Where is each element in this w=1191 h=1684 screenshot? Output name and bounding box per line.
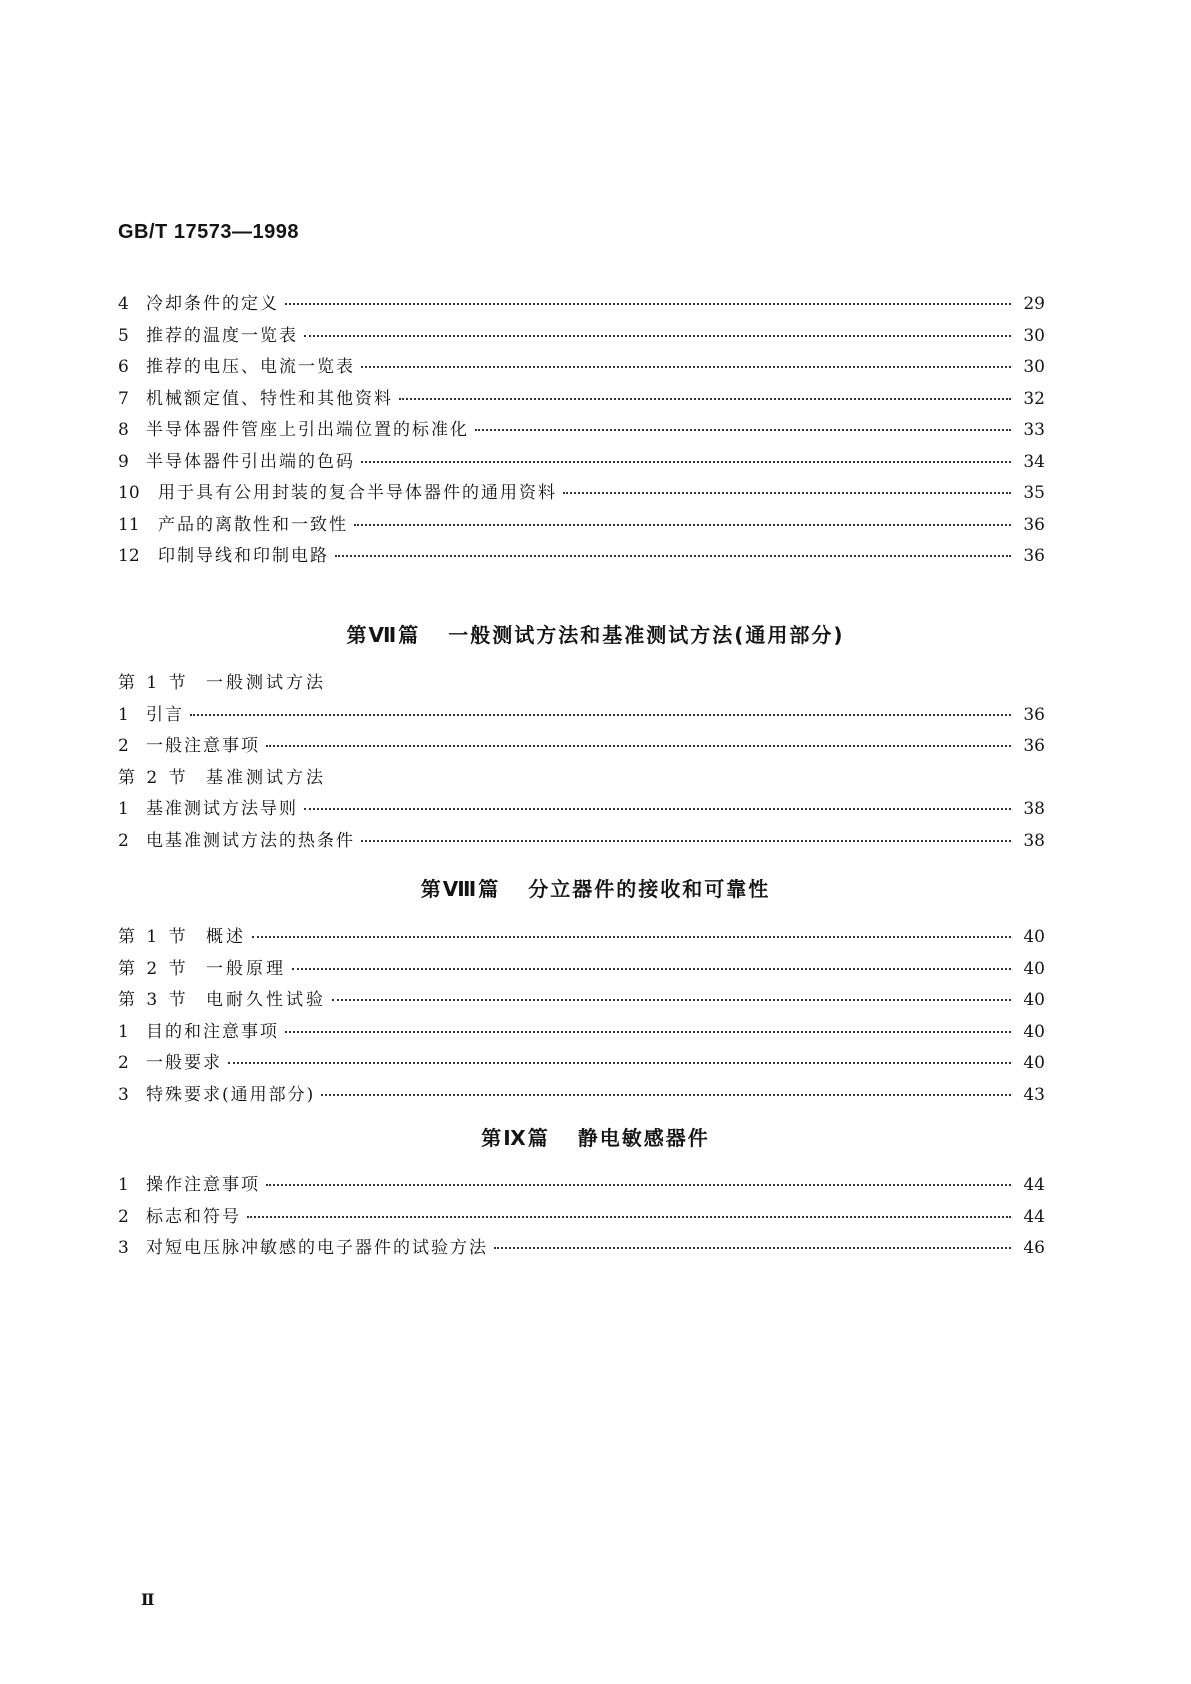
toc-entry[interactable]: 9 半导体器件引出端的色码 34 bbox=[118, 451, 1045, 472]
toc-entry[interactable]: 1 引言 36 bbox=[118, 704, 1045, 725]
dot-leader bbox=[252, 936, 1011, 938]
toc-part-vii bbox=[118, 668, 1045, 857]
dot-leader bbox=[321, 1094, 1011, 1096]
dot-leader bbox=[266, 1184, 1011, 1186]
toc-entry[interactable]: 10 用于具有公用封装的复合半导体器件的通用资料 35 bbox=[118, 483, 1045, 503]
standard-code: GB/T 17573—1998 bbox=[118, 221, 299, 243]
toc-entry[interactable]: 1 基准测试方法导则 38 bbox=[118, 799, 1045, 819]
section-heading[interactable]: 第 2 节 基准测试方法 bbox=[118, 767, 326, 788]
toc-entry[interactable]: 1 目的和注意事项 40 bbox=[118, 1021, 1045, 1042]
toc-part-ix bbox=[118, 1170, 1045, 1265]
toc-part-vi-tail bbox=[118, 289, 1045, 573]
dot-leader bbox=[285, 1031, 1011, 1033]
toc-entry[interactable]: 12 印制导线和印制电路 36 bbox=[118, 546, 1045, 566]
toc-entry[interactable]: 11 产品的离散性和一致性 36 bbox=[118, 514, 1045, 535]
dot-leader bbox=[354, 524, 1011, 526]
toc-entry[interactable]: 第 2 节 一般原理 40 bbox=[118, 958, 1045, 979]
toc-entry[interactable]: 2 一般注意事项 36 bbox=[118, 736, 1045, 756]
toc-entry[interactable]: 2 一般要求 40 bbox=[118, 1053, 1045, 1073]
dot-leader bbox=[335, 555, 1011, 557]
dot-leader bbox=[266, 745, 1011, 747]
dot-leader bbox=[304, 808, 1011, 810]
dot-leader bbox=[361, 840, 1011, 842]
dot-leader bbox=[190, 714, 1011, 716]
toc-entry[interactable]: 4 冷却条件的定义 29 bbox=[118, 294, 1045, 314]
dot-leader bbox=[475, 429, 1011, 431]
part-ix-heading[interactable]: 第Ⅸ篇 静电敏感器件 bbox=[481, 1126, 710, 1150]
toc-entry[interactable]: 3 对短电压脉冲敏感的电子器件的试验方法 46 bbox=[118, 1238, 1045, 1258]
dot-leader bbox=[361, 461, 1011, 463]
dot-leader bbox=[563, 492, 1011, 494]
part-viii-heading[interactable]: 第Ⅷ篇 分立器件的接收和可靠性 bbox=[420, 877, 771, 901]
dot-leader bbox=[228, 1062, 1011, 1064]
toc-entry[interactable]: 5 推荐的温度一览表 30 bbox=[118, 325, 1045, 346]
toc-entry[interactable]: 3 特殊要求(通用部分) 43 bbox=[118, 1084, 1045, 1105]
toc-entry[interactable]: 6 推荐的电压、电流一览表 30 bbox=[118, 357, 1045, 377]
dot-leader bbox=[399, 398, 1011, 400]
toc-entry[interactable]: 8 半导体器件管座上引出端位置的标准化 33 bbox=[118, 420, 1045, 440]
dot-leader bbox=[285, 303, 1011, 305]
dot-leader bbox=[292, 968, 1011, 970]
toc-entry[interactable]: 1 操作注意事项 44 bbox=[118, 1175, 1045, 1195]
toc-entry[interactable]: 2 电基准测试方法的热条件 38 bbox=[118, 830, 1045, 851]
toc-entry[interactable]: 第 1 节 概述 40 bbox=[118, 927, 1045, 947]
dot-leader bbox=[494, 1247, 1011, 1249]
toc-entry[interactable]: 2 标志和符号 44 bbox=[118, 1206, 1045, 1227]
dot-leader bbox=[247, 1216, 1011, 1218]
dot-leader bbox=[361, 366, 1011, 368]
dot-leader bbox=[304, 335, 1011, 337]
dot-leader bbox=[332, 999, 1011, 1001]
section-heading[interactable]: 第 1 节 一般测试方法 bbox=[118, 673, 326, 693]
toc-entry[interactable]: 第 3 节 电耐久性试验 40 bbox=[118, 990, 1045, 1010]
page-number: Ⅱ bbox=[141, 1590, 155, 1609]
part-vii-heading[interactable]: 第Ⅶ篇 一般测试方法和基准测试方法(通用部分) bbox=[346, 623, 845, 647]
toc-part-viii bbox=[118, 922, 1045, 1111]
toc-entry[interactable]: 7 机械额定值、特性和其他资料 32 bbox=[118, 388, 1045, 409]
